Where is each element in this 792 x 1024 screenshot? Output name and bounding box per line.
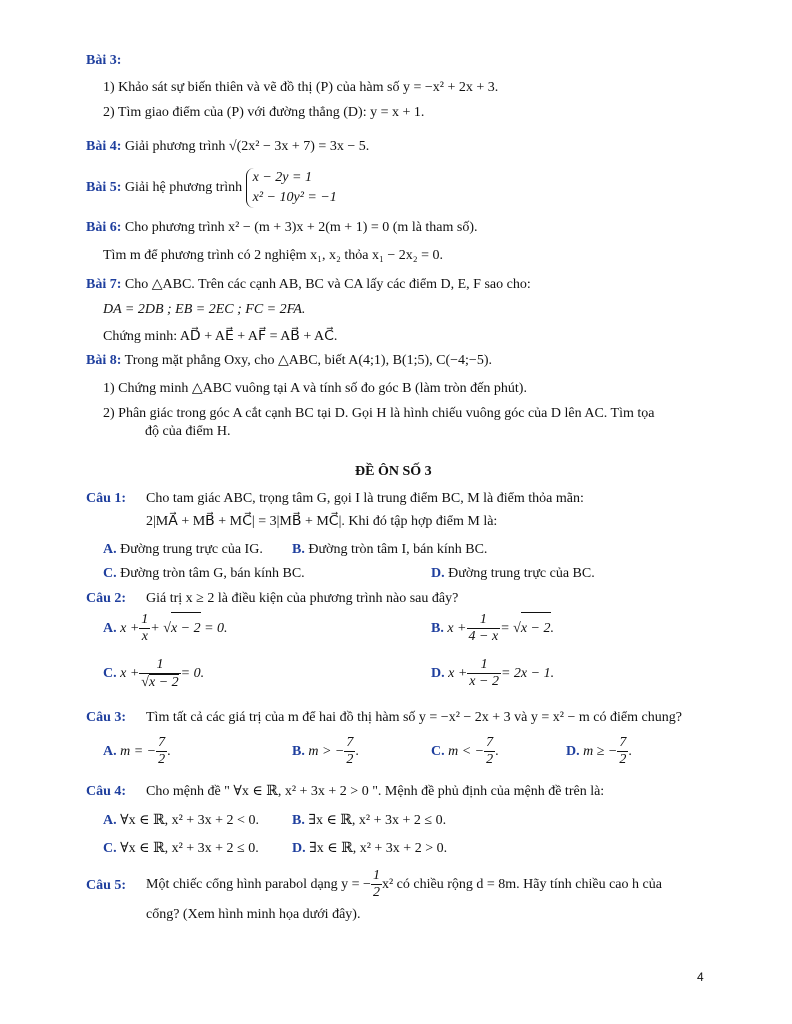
option-letter: B. [292,744,305,759]
q2-option-c: C. x + $\frac{1}{√x - 2}$ = 0. [103,657,205,690]
exercise-6-label: Bài 6: [86,220,122,235]
question-1-label: Câu 1: [86,491,127,506]
fraction: $\frac{7}{2}$ [619,735,627,768]
system-equation-2: x² − 10y² = −1 [252,190,337,205]
option-letter: B. [292,542,305,557]
option-text: Đường trung trực của IG. [120,542,263,557]
exercise-8-text: Trong mặt phẳng Oxy, cho △ABC, biết A(4;1), B(1;5), C(−4;−5). [124,353,492,368]
fraction: $\frac{7}{2}$ [158,735,166,768]
q2-option-d: D. x + $\frac{1}{x - 2}$ = 2x − 1. [431,657,555,690]
exercise-4 [86,138,369,156]
option-letter: D. [292,841,306,856]
fraction: $\frac{7}{2}$ [346,735,354,768]
q4-option-a [103,812,259,830]
exercise-7 [86,276,531,294]
option-text: Đường trung trực của BC. [448,566,595,581]
exercise-3-part-1: 1) Khảo sát sự biến thiên và vẽ đồ thị (P) của hàm số y = −x² + 2x + 3. [103,80,499,95]
option-letter: A. [103,744,117,759]
option-letter: C. [431,744,445,759]
exercise-5-label: Bài 5: [86,180,122,195]
option-letter: D. [431,566,445,581]
fraction: $\frac{1}{2}$ [372,868,380,901]
fraction: $\frac{1}{x - 2}$ [469,657,499,690]
fraction: $\frac{1}{x}$ [141,612,149,645]
page-number: 4 [697,970,704,984]
exercise-6-question: Tìm m để phương trình có 2 nghiệm x₁, x₂ thỏa x₁ − 2x₂ = 0. [103,248,443,263]
q5-text-start: Một chiếc cổng hình parabol dạng y = − [146,877,371,892]
question-4-label: Câu 4: [86,784,127,799]
q4-option-b [292,812,446,830]
q2-option-b: B. x + $\frac{1}{4 - x}$ = √x − 2. [431,612,554,645]
exercise-7-text: Cho △ABC. Trên các cạnh AB, BC và CA lấy các điểm D, E, F sao cho: [124,277,531,292]
option-letter: D. [566,744,580,759]
option-text: Đường tròn tâm G, bán kính BC. [120,566,305,581]
exercise-3-label: Bài 3: [86,53,122,68]
q5-text-end: x² có chiều rộng d = 8m. Hãy tính chiều cao h của [381,877,662,892]
question-2-text: Giá trị x ≥ 2 là điều kiện của phương trình nào sau đây? [146,591,459,606]
q1-option-d [431,565,595,583]
system-equation-1: x − 2y = 1 [252,170,312,185]
q1-option-c [103,565,305,583]
q3-option-a: A. m = − $\frac{7}{2}$ . [103,735,171,768]
option-text: ∀x ∈ ℝ, x² + 3x + 2 ≤ 0. [120,841,259,856]
question-3-label: Câu 3: [86,710,127,725]
exercise-6 [86,219,478,237]
exercise-3-part-2: 2) Tìm giao điểm của (P) với đường thẳng (D): y = x + 1. [103,105,425,120]
equation-system [246,168,337,208]
option-text: ∃x ∈ ℝ, x² + 3x + 2 ≤ 0. [308,813,447,828]
section-heading: ĐỀ ÔN SỐ 3 [355,464,432,479]
option-text: ∃x ∈ ℝ, x² + 3x + 2 > 0. [309,841,448,856]
question-5-label: Câu 5: [86,878,127,893]
question-1-text-2: 2|MA⃗ + MB⃗ + MC⃗| = 3|MB⃗ + MC⃗|. Khi đó tập hợp điểm M là: [146,514,498,529]
exercise-6-text: Cho phương trình x² − (m + 3)x + 2(m + 1) = 0 (m là tham số). [124,220,478,235]
question-2-label: Câu 2: [86,591,127,606]
fraction: $\frac{7}{2}$ [486,735,494,768]
q2-option-a: A. x + $\frac{1}{x}$ + √x − 2 = 0. [103,612,228,645]
exercise-4-label: Bài 4: [86,139,122,154]
exercise-5 [86,168,337,208]
question-3-text: Tìm tất cả các giá trị của m để hai đồ thị hàm số y = −x² − 2x + 3 và y = x² − m có điểm chung? [146,710,682,725]
exercise-7-conditions: DA = 2DB ; EB = 2EC ; FC = 2FA. [103,302,306,317]
question-5-text [146,868,662,902]
exercise-4-text: Giải phương trình √(2x² − 3x + 7) = 3x − 5. [124,139,370,154]
option-letter: A. [103,621,117,636]
question-4-text: Cho mệnh đề " ∀x ∈ ℝ, x² + 3x + 2 > 0 ". Mệnh đề phủ định của mệnh đề trên là: [146,784,605,799]
exercise-8 [86,352,492,370]
q3-option-c: C. m < − $\frac{7}{2}$ . [431,735,499,768]
exercise-8-part-1: 1) Chứng minh △ABC vuông tại A và tính số đo góc B (làm tròn đến phút). [103,381,527,396]
question-1-text: Cho tam giác ABC, trọng tâm G, gọi I là trung điểm BC, M là điểm thỏa mãn: [146,491,584,506]
q3-option-b: B. m > − $\frac{7}{2}$ . [292,735,359,768]
question-5-text-2: cổng? (Xem hình minh họa dưới đây). [146,907,361,922]
option-letter: B. [431,621,444,636]
q4-option-d [292,840,447,858]
exercise-7-prove: Chứng minh: AD⃗ + AE⃗ + AF⃗ = AB⃗ + AC⃗. [103,329,338,344]
option-letter: C. [103,666,117,682]
q4-option-c [103,840,259,858]
option-text: ∀x ∈ ℝ, x² + 3x + 2 < 0. [120,813,259,828]
q1-option-a [103,541,263,559]
q3-option-d: D. m ≥ − $\frac{7}{2}$ . [566,735,632,768]
exercise-7-label: Bài 7: [86,277,122,292]
option-letter: C. [103,566,117,581]
q1-option-b [292,541,487,559]
option-letter: A. [103,813,117,828]
fraction: $\frac{1}{4 - x}$ [468,612,499,645]
fraction: $\frac{1}{√x - 2}$ [141,657,179,690]
exercise-8-part-2a: 2) Phân giác trong góc A cắt cạnh BC tại D. Gọi H là hình chiếu vuông góc của D lên AC. Tìm tọa [103,406,655,421]
option-letter: C. [103,841,117,856]
exercise-8-label: Bài 8: [86,353,122,368]
option-text: Đường tròn tâm I, bán kính BC. [308,542,488,557]
option-letter: D. [431,666,445,681]
exercise-8-part-2b: độ của điểm H. [145,424,231,439]
exercise-5-text: Giải hệ phương trình [124,180,243,195]
option-letter: A. [103,542,117,557]
option-letter: B. [292,813,305,828]
